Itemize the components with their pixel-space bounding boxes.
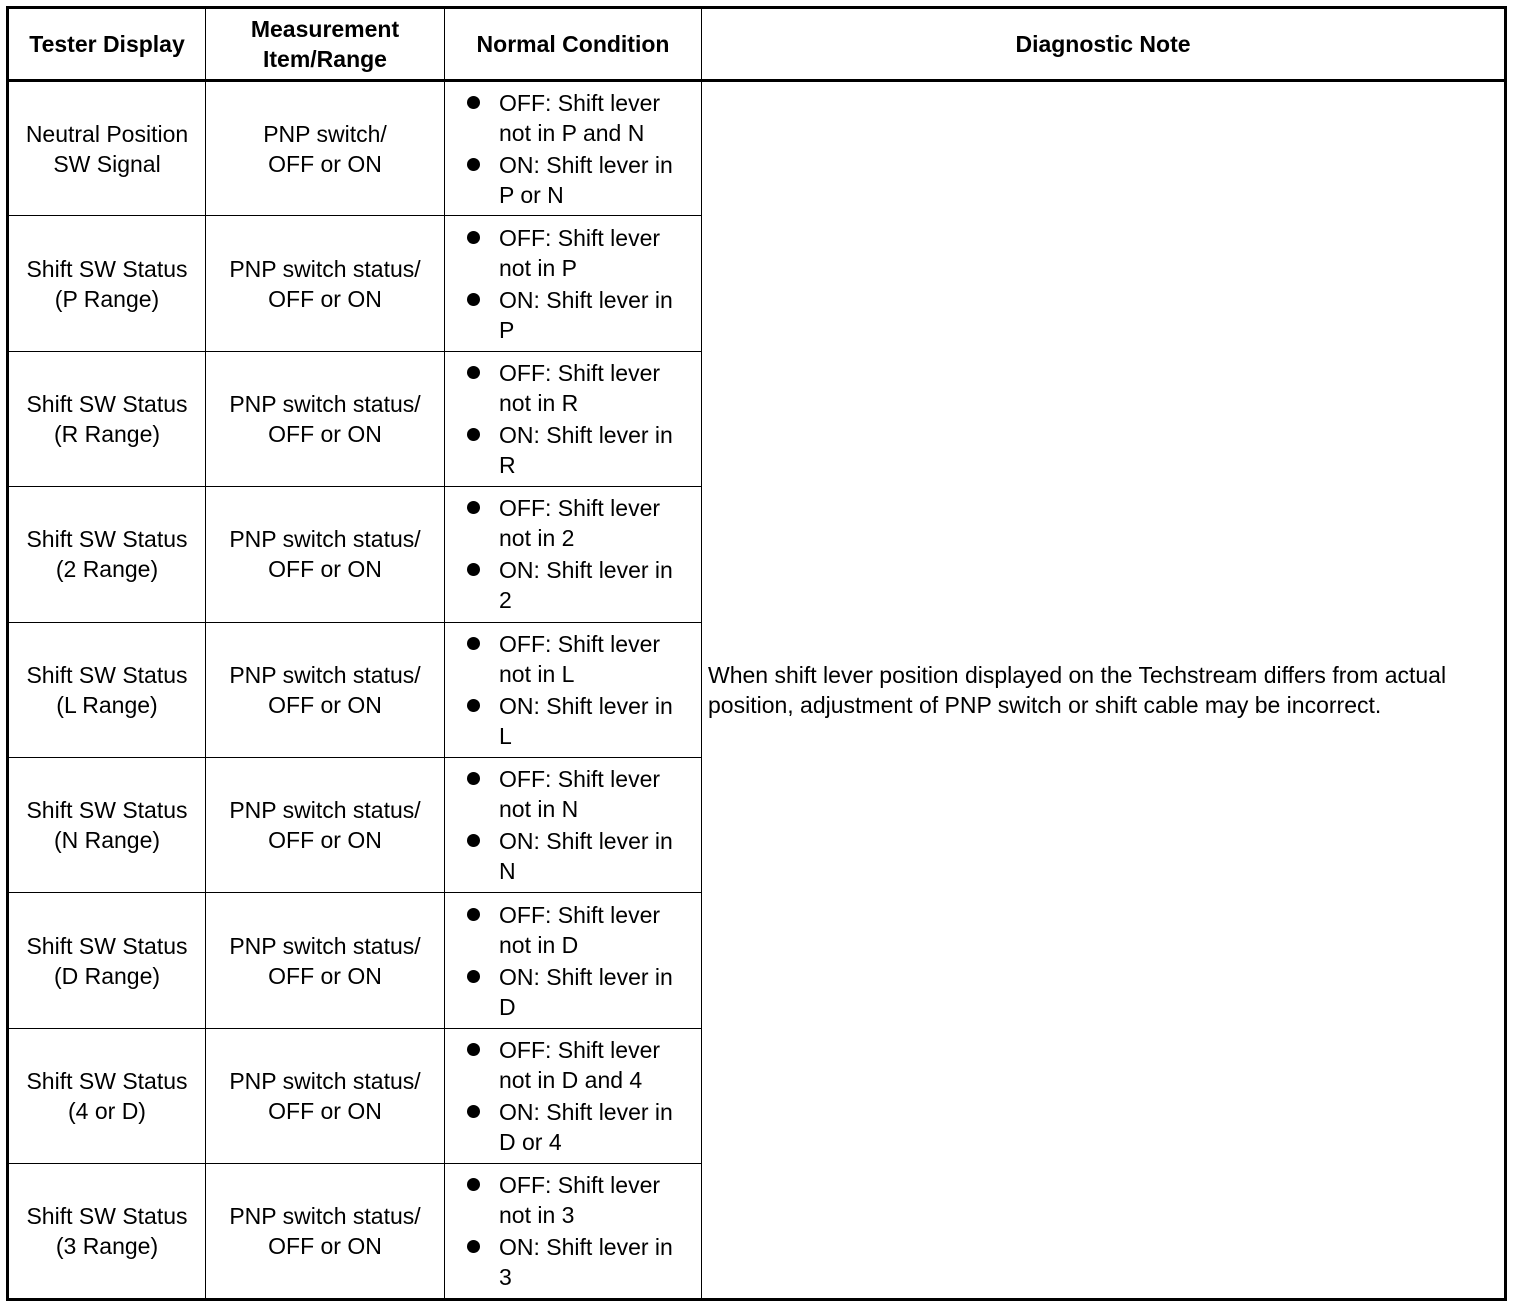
tester-display-cell: [8, 487, 206, 622]
measurement-cell: [206, 1028, 445, 1163]
measurement-line1: PNP switch status/: [229, 1067, 421, 1094]
condition-on-text: ON: Shift lever in R: [499, 421, 673, 478]
condition-off-item: [467, 1035, 701, 1095]
condition-on-text: ON: Shift lever in L: [499, 692, 673, 749]
condition-off-text: OFF: Shift lever not in D and 4: [499, 1036, 661, 1093]
bullet-icon: [467, 501, 480, 514]
tester-display-line1: Shift SW Status: [26, 526, 188, 553]
condition-on-item: [467, 420, 701, 480]
tester-display-cell: [8, 893, 206, 1028]
tester-display-line2: (N Range): [53, 827, 161, 854]
measurement-line2: OFF or ON: [268, 962, 382, 989]
condition-off-item: [467, 1170, 701, 1230]
header-row: [8, 8, 1506, 81]
tester-display-line2: (D Range): [53, 962, 161, 989]
bullet-icon: [467, 1178, 480, 1191]
measurement-line1: PNP switch status/: [229, 932, 421, 959]
condition-off-text: OFF: Shift lever not in N: [499, 766, 661, 823]
measurement-line1: PNP switch/: [263, 120, 387, 147]
condition-off-item: [467, 900, 701, 960]
bullet-icon: [467, 563, 480, 576]
condition-on-text: ON: Shift lever in D: [499, 963, 673, 1020]
bullet-icon: [467, 366, 480, 379]
tester-display-cell: [8, 1028, 206, 1163]
condition-on-text: ON: Shift lever in D or 4: [499, 1098, 673, 1155]
tester-display-line1: Shift SW Status: [26, 932, 188, 959]
measurement-line1: PNP switch status/: [229, 255, 421, 282]
condition-on-text: ON: Shift lever in 2: [499, 557, 673, 614]
measurement-line1: PNP switch status/: [229, 390, 421, 417]
tester-display-line2: (3 Range): [55, 1232, 159, 1259]
condition-on-text: ON: Shift lever in 3: [499, 1233, 673, 1290]
normal-condition-cell: [445, 487, 702, 622]
condition-off-text: OFF: Shift lever not in L: [499, 630, 661, 687]
measurement-line2: OFF or ON: [268, 1232, 382, 1259]
tester-display-cell: [8, 351, 206, 486]
condition-on-text: ON: Shift lever in P or N: [499, 151, 673, 208]
measurement-line2: OFF or ON: [268, 420, 382, 447]
tester-display-cell: [8, 81, 206, 216]
tester-display-cell: [8, 216, 206, 351]
measurement-cell: [206, 81, 445, 216]
diagnostic-note-cell: When shift lever position displayed on the Techstream differs from actual position, adjustment of PNP switch or shift cable may be incorrect.: [702, 81, 1506, 1300]
tester-display-line2: SW Signal: [53, 150, 161, 177]
condition-off-text: OFF: Shift lever not in 3: [499, 1171, 661, 1228]
table-body: [8, 81, 1506, 1300]
condition-off-text: OFF: Shift lever not in 2: [499, 495, 661, 552]
condition-on-text: ON: Shift lever in P: [499, 286, 673, 343]
measurement-line2: OFF or ON: [268, 827, 382, 854]
header-normal-condition: Normal Condition: [445, 8, 702, 81]
condition-off-text: OFF: Shift lever not in D: [499, 901, 661, 958]
tester-display-line2: (P Range): [54, 285, 160, 312]
condition-on-item: [467, 826, 701, 886]
normal-condition-cell: [445, 757, 702, 892]
measurement-line2: OFF or ON: [268, 691, 382, 718]
bullet-icon: [467, 1043, 480, 1056]
bullet-icon: [467, 637, 480, 650]
bullet-icon: [467, 699, 480, 712]
measurement-line2: OFF or ON: [268, 150, 382, 177]
bullet-icon: [467, 1105, 480, 1118]
measurement-line1: PNP switch status/: [229, 797, 421, 824]
measurement-cell: [206, 216, 445, 351]
measurement-line2: OFF or ON: [268, 556, 382, 583]
table-row: [8, 81, 1506, 216]
condition-on-item: [467, 285, 701, 345]
header-tester-display: Tester Display: [8, 8, 206, 81]
condition-on-item: [467, 1097, 701, 1157]
normal-condition-cell: [445, 351, 702, 486]
bullet-icon: [467, 1240, 480, 1253]
bullet-icon: [467, 231, 480, 244]
condition-on-item: [467, 1232, 701, 1292]
bullet-icon: [467, 908, 480, 921]
bullet-icon: [467, 772, 480, 785]
normal-condition-cell: [445, 1164, 702, 1299]
tester-display-line1: Shift SW Status: [26, 1067, 188, 1094]
tester-display-cell: [8, 622, 206, 757]
tester-display-line2: (L Range): [56, 691, 158, 718]
condition-off-item: [467, 493, 701, 553]
condition-off-item: [467, 223, 701, 283]
condition-on-item: [467, 962, 701, 1022]
normal-condition-cell: [445, 216, 702, 351]
tester-display-cell: [8, 757, 206, 892]
tester-display-line1: Shift SW Status: [26, 661, 188, 688]
bullet-icon: [467, 293, 480, 306]
bullet-icon: [467, 96, 480, 109]
tester-display-line1: Shift SW Status: [26, 255, 188, 282]
condition-off-item: [467, 88, 701, 148]
normal-condition-cell: [445, 893, 702, 1028]
condition-on-item: [467, 150, 701, 210]
tester-display-line1: Neutral Position: [25, 120, 189, 147]
bullet-icon: [467, 970, 480, 983]
condition-off-text: OFF: Shift lever not in R: [499, 359, 661, 416]
header-measurement-line1: Measurement: [250, 16, 400, 42]
normal-condition-cell: [445, 1028, 702, 1163]
bullet-icon: [467, 834, 480, 847]
measurement-cell: [206, 1164, 445, 1299]
header-measurement: [206, 8, 445, 81]
measurement-line2: OFF or ON: [268, 285, 382, 312]
condition-on-item: [467, 555, 701, 615]
tester-display-line1: Shift SW Status: [26, 390, 188, 417]
bullet-icon: [467, 158, 480, 171]
tester-display-line1: Shift SW Status: [26, 797, 188, 824]
header-measurement-line2: Item/Range: [263, 46, 387, 72]
bullet-icon: [467, 428, 480, 441]
condition-on-text: ON: Shift lever in N: [499, 828, 673, 885]
condition-off-text: OFF: Shift lever not in P: [499, 224, 661, 281]
normal-condition-cell: [445, 622, 702, 757]
measurement-line1: PNP switch status/: [229, 526, 421, 553]
measurement-cell: [206, 351, 445, 486]
measurement-cell: [206, 757, 445, 892]
condition-off-text: OFF: Shift lever not in P and N: [499, 89, 661, 146]
header-diagnostic-note: Diagnostic Note: [702, 8, 1506, 81]
diagnostic-table: [6, 6, 1507, 1301]
measurement-line1: PNP switch status/: [229, 1202, 421, 1229]
condition-off-item: [467, 629, 701, 689]
tester-display-line2: (R Range): [53, 420, 161, 447]
measurement-line2: OFF or ON: [268, 1097, 382, 1124]
tester-display-line2: (4 or D): [68, 1097, 146, 1124]
condition-off-item: [467, 764, 701, 824]
tester-display-cell: [8, 1164, 206, 1299]
condition-on-item: [467, 691, 701, 751]
tester-display-line1: Shift SW Status: [26, 1202, 188, 1229]
tester-display-line2: (2 Range): [55, 556, 159, 583]
condition-off-item: [467, 358, 701, 418]
measurement-cell: [206, 487, 445, 622]
normal-condition-cell: [445, 81, 702, 216]
measurement-line1: PNP switch status/: [229, 661, 421, 688]
measurement-cell: [206, 622, 445, 757]
measurement-cell: [206, 893, 445, 1028]
